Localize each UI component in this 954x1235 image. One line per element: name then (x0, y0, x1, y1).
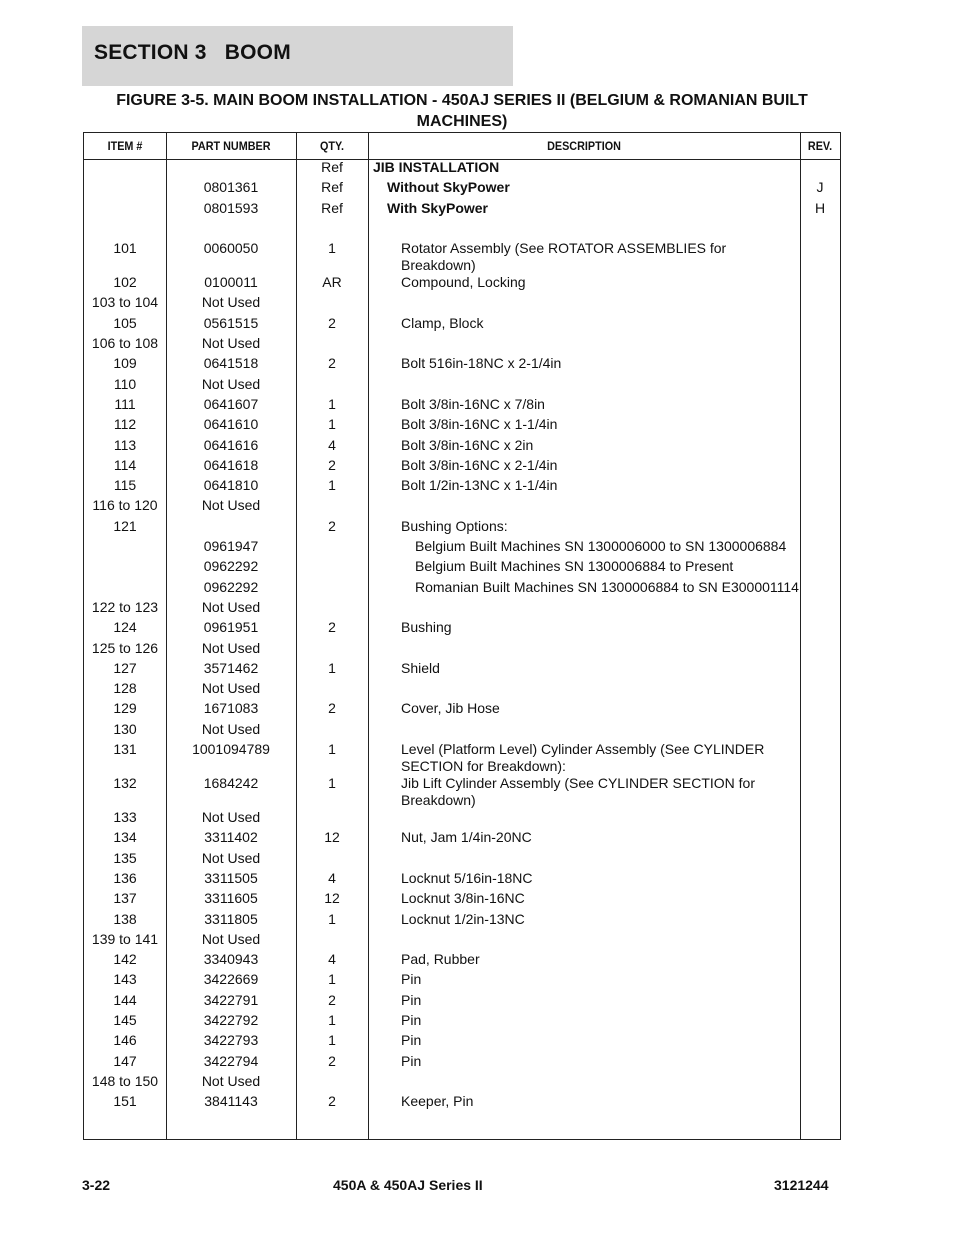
item-number-cell (84, 179, 166, 199)
item-number-cell: 128 (113, 680, 137, 697)
item-number-cell: 122 to 123 (91, 598, 159, 615)
revision-cell (800, 890, 840, 910)
table-row (84, 599, 840, 619)
revision-cell (800, 416, 840, 436)
item-number-cell: 132 (113, 775, 137, 792)
table-row (84, 870, 840, 890)
description-cell (368, 497, 800, 517)
table-row (84, 240, 840, 274)
table-row (84, 579, 840, 599)
revision-cell (800, 355, 840, 375)
quantity-cell: 2 (328, 619, 336, 636)
revision-cell (800, 220, 840, 240)
quantity-cell: AR (322, 274, 342, 291)
quantity-cell: 2 (328, 991, 336, 1008)
table-row (84, 355, 840, 375)
revision-cell (800, 640, 840, 660)
revision-cell (800, 992, 840, 1012)
description-cell: Keeper, Pin (401, 1093, 474, 1110)
table-row (84, 159, 840, 179)
description-cell: Shield (401, 659, 440, 676)
part-number-cell: 3311402 (204, 829, 258, 846)
quantity-cell: 1 (328, 240, 336, 257)
revision-cell: H (814, 199, 826, 216)
revision-cell (800, 538, 840, 558)
table-row (84, 1073, 840, 1093)
part-number-cell (166, 518, 296, 538)
part-number-cell: Not Used (201, 720, 261, 737)
quantity-cell (296, 680, 368, 700)
quantity-cell (296, 294, 368, 314)
description-cell: JIB INSTALLATION (373, 159, 500, 175)
revision-cell (800, 971, 840, 991)
revision-cell (800, 850, 840, 870)
quantity-cell (296, 931, 368, 951)
revision-cell (800, 700, 840, 720)
item-number-cell: 144 (113, 991, 137, 1008)
figure-title: FIGURE 3-5. MAIN BOOM INSTALLATION - 450AJ SERIES II (BELGIUM & ROMANIAN BUILT MACHINES) (116, 92, 808, 130)
quantity-cell: 4 (328, 436, 336, 453)
item-number-cell: 113 (113, 436, 137, 453)
part-number-cell: 3422791 (203, 991, 259, 1008)
description-cell (368, 931, 800, 951)
quantity-cell: 1 (328, 395, 336, 412)
footer-page-number: 3-22 (82, 1177, 111, 1193)
description-cell (368, 294, 800, 314)
revision-cell (800, 518, 840, 538)
table-row (84, 809, 840, 829)
revision-cell (800, 951, 840, 971)
item-number-cell: 112 (113, 416, 137, 433)
item-number-cell: 101 (113, 240, 137, 257)
item-number-cell (84, 538, 166, 558)
revision-cell (800, 497, 840, 517)
table-row (84, 396, 840, 416)
part-number-cell: 0561515 (203, 314, 259, 331)
part-number-cell: Not Used (201, 1072, 261, 1089)
table-row (84, 1093, 840, 1113)
table-row (84, 1032, 840, 1052)
table-row (84, 850, 840, 870)
column-header-description: DESCRIPTION (547, 139, 621, 153)
item-number-cell (84, 159, 166, 179)
description-cell: Pin (401, 971, 422, 988)
part-number-cell: 0801593 (203, 199, 259, 216)
part-number-cell: Not Used (201, 809, 261, 826)
table-row (84, 911, 840, 931)
part-number-cell: 3311805 (204, 910, 258, 927)
description-cell: Romanian Built Machines SN 1300006884 to SN E300001114 (415, 578, 799, 595)
revision-cell (800, 1053, 840, 1073)
part-number-cell: 0641610 (203, 416, 259, 433)
quantity-cell: 2 (328, 517, 336, 534)
item-number-cell: 131 (113, 741, 137, 758)
part-number-cell: 0641618 (203, 456, 259, 473)
part-number-cell: 0100011 (204, 274, 258, 291)
quantity-cell (296, 1073, 368, 1093)
table-row (84, 931, 840, 951)
item-number-cell: 115 (113, 477, 137, 494)
quantity-cell (296, 335, 368, 355)
section-title: SECTION 3 BOOM (94, 41, 291, 64)
description-cell: Bolt 1/2in-13NC x 1-1/4in (401, 477, 558, 494)
revision-cell (800, 809, 840, 829)
revision-cell (800, 579, 840, 599)
part-number-cell: 3311605 (204, 890, 258, 907)
item-number-cell: 111 (114, 395, 136, 412)
revision-cell: J (816, 179, 824, 196)
revision-cell (800, 335, 840, 355)
item-number-cell: 139 to 141 (91, 930, 159, 947)
section-header-band (82, 26, 513, 86)
part-number-cell: 0801361 (203, 179, 259, 196)
revision-cell (800, 396, 840, 416)
description-cell (368, 809, 800, 829)
quantity-cell: 12 (324, 890, 340, 907)
footer-model: 450A & 450AJ Series II (333, 1177, 483, 1193)
part-number-cell: 0060050 (203, 240, 259, 257)
quantity-cell: 1 (328, 416, 336, 433)
table-row (84, 992, 840, 1012)
revision-cell (800, 240, 840, 274)
table-row (84, 518, 840, 538)
description-cell: Nut, Jam 1/4in-20NC (401, 829, 532, 846)
quantity-cell: 1 (328, 910, 336, 927)
revision-cell (800, 829, 840, 849)
table-row (84, 1012, 840, 1032)
item-number-cell: 103 to 104 (91, 294, 159, 311)
description-cell: With SkyPower (387, 199, 489, 216)
description-cell (368, 640, 800, 660)
description-cell (368, 680, 800, 700)
revision-cell (800, 721, 840, 741)
quantity-cell (296, 497, 368, 517)
description-cell (368, 335, 800, 355)
description-cell: Without SkyPower (387, 179, 510, 196)
quantity-cell: 2 (328, 1052, 336, 1069)
quantity-cell: Ref (321, 179, 343, 196)
revision-cell (800, 457, 840, 477)
revision-cell (800, 1012, 840, 1032)
item-number-cell: 114 (113, 456, 137, 473)
quantity-cell: 1 (328, 659, 336, 676)
part-number-cell: 3571462 (203, 659, 259, 676)
part-number-cell: 3422792 (203, 1011, 259, 1028)
revision-cell (800, 376, 840, 396)
table-row (84, 200, 840, 220)
revision-cell (800, 911, 840, 931)
part-number-cell: 3422793 (203, 1032, 259, 1049)
parts-table (83, 132, 841, 1140)
description-cell: Bolt 3/8in-16NC x 2-1/4in (401, 456, 558, 473)
description-cell: Pin (401, 1052, 422, 1069)
part-number-cell: 3422794 (203, 1052, 259, 1069)
item-number-cell: 116 to 120 (92, 497, 158, 514)
quantity-cell: 1 (328, 775, 336, 792)
revision-cell (800, 1032, 840, 1052)
description-cell (368, 721, 800, 741)
quantity-cell (296, 721, 368, 741)
part-number-cell: Not Used (201, 680, 261, 697)
item-number-cell: 134 (113, 829, 137, 846)
revision-cell (800, 558, 840, 578)
footer-doc-number: 3121244 (774, 1177, 829, 1193)
quantity-cell: 1 (328, 477, 336, 494)
table-row (84, 220, 840, 240)
item-number-cell: 106 to 108 (91, 335, 159, 352)
column-header-part-number: PART NUMBER (191, 139, 271, 153)
item-number-cell (84, 558, 166, 578)
quantity-cell (296, 809, 368, 829)
part-number-cell: Not Used (201, 375, 261, 392)
item-number-cell: 130 (113, 720, 137, 737)
part-number-cell (166, 220, 296, 240)
description-cell: Bolt 3/8in-16NC x 2in (401, 436, 534, 453)
table-row (84, 315, 840, 335)
quantity-cell: 2 (328, 456, 336, 473)
revision-cell (800, 931, 840, 951)
quantity-cell (296, 538, 368, 558)
quantity-cell: 1 (328, 741, 336, 758)
quantity-cell: Ref (321, 159, 343, 175)
revision-cell (800, 159, 840, 179)
table-row (84, 558, 840, 578)
description-cell: Cover, Jib Hose (401, 700, 500, 717)
revision-cell (800, 315, 840, 335)
table-row (84, 294, 840, 314)
table-row (84, 179, 840, 199)
column-header-rev: REV. (807, 139, 833, 153)
item-number-cell: 138 (113, 910, 137, 927)
item-number-cell (84, 200, 166, 220)
quantity-cell (296, 850, 368, 870)
part-number-cell: 3841143 (204, 1093, 258, 1110)
part-number-cell: 0961947 (203, 538, 259, 555)
item-number-cell: 124 (113, 619, 137, 636)
item-number-cell: 135 (113, 849, 137, 866)
part-number-cell: Not Used (201, 497, 261, 514)
quantity-cell: 2 (328, 314, 336, 331)
item-number-cell: 142 (113, 951, 137, 968)
item-number-cell (84, 220, 166, 240)
description-cell: Rotator Assembly (See ROTATOR ASSEMBLIES for Breakdown) (401, 240, 727, 274)
revision-cell (800, 619, 840, 639)
table-row (84, 335, 840, 355)
description-cell (368, 376, 800, 396)
description-cell: Locknut 5/16in-18NC (401, 869, 533, 886)
item-number-cell: 110 (113, 375, 137, 392)
description-cell: Clamp, Block (401, 314, 484, 331)
part-number-cell: 1001094789 (192, 741, 270, 758)
description-cell (368, 850, 800, 870)
part-number-cell: 3340943 (203, 951, 259, 968)
part-number-cell: 0961951 (203, 619, 259, 636)
part-number-cell: 0641518 (203, 355, 259, 372)
table-row (84, 741, 840, 775)
quantity-cell (296, 579, 368, 599)
quantity-cell: 2 (328, 355, 336, 372)
part-number-cell: Not Used (201, 639, 261, 656)
item-number-cell: 136 (113, 869, 137, 886)
table-row (84, 619, 840, 639)
item-number-cell: 133 (113, 809, 137, 826)
table-row (84, 721, 840, 741)
description-cell: Bushing Options: (401, 517, 508, 534)
table-row (84, 890, 840, 910)
table-row (84, 951, 840, 971)
description-cell: Locknut 3/8in-16NC (401, 890, 525, 907)
revision-cell (800, 1073, 840, 1093)
quantity-cell: 2 (328, 700, 336, 717)
table-row (84, 775, 840, 809)
revision-cell (800, 599, 840, 619)
revision-cell (800, 294, 840, 314)
part-number-cell: Not Used (201, 849, 261, 866)
table-row (84, 829, 840, 849)
quantity-cell: 1 (328, 1032, 336, 1049)
revision-cell (800, 660, 840, 680)
description-cell: Belgium Built Machines SN 1300006000 to SN 1300006884 (415, 538, 787, 555)
part-number-cell: Not Used (201, 335, 261, 352)
part-number-cell: Not Used (201, 294, 261, 311)
item-number-cell: 121 (113, 517, 137, 534)
part-number-cell: 3311505 (204, 869, 258, 886)
part-number-cell (166, 159, 296, 179)
item-number-cell: 102 (113, 274, 137, 291)
quantity-cell (296, 376, 368, 396)
quantity-cell: 1 (328, 1011, 336, 1028)
item-number-cell: 146 (113, 1032, 137, 1049)
part-number-cell: 1684242 (203, 775, 259, 792)
table-row (84, 457, 840, 477)
part-number-cell: 0962292 (203, 578, 259, 595)
table-row (84, 416, 840, 436)
item-number-cell: 105 (113, 314, 137, 331)
part-number-cell: Not Used (201, 598, 261, 615)
part-number-cell: 0641616 (203, 436, 259, 453)
description-cell: Bolt 516in-18NC x 2-1/4in (401, 355, 562, 372)
revision-cell (800, 274, 840, 294)
quantity-cell: 12 (324, 829, 340, 846)
part-number-cell: 3422669 (203, 971, 259, 988)
revision-cell (800, 741, 840, 775)
description-cell: Pin (401, 1011, 422, 1028)
quantity-cell: 2 (328, 1093, 336, 1110)
description-cell: Bolt 3/8in-16NC x 7/8in (401, 395, 545, 412)
table-row (84, 680, 840, 700)
revision-cell (800, 1093, 840, 1113)
description-cell: Bushing (401, 619, 452, 636)
item-number-cell: 143 (113, 971, 137, 988)
description-cell: Pad, Rubber (401, 951, 480, 968)
item-number-cell: 129 (113, 700, 137, 717)
part-number-cell: 0962292 (203, 558, 259, 575)
part-number-cell: Not Used (201, 930, 261, 947)
quantity-cell (296, 220, 368, 240)
item-number-cell: 148 to 150 (91, 1072, 159, 1089)
table-row (84, 640, 840, 660)
revision-cell (800, 870, 840, 890)
table-row (84, 477, 840, 497)
description-cell: Jib Lift Cylinder Assembly (See CYLINDER SECTION for Breakdown) (401, 775, 755, 809)
part-number-cell: 0641607 (203, 395, 259, 412)
table-row (84, 274, 840, 294)
description-cell: Compound, Locking (401, 274, 526, 291)
quantity-cell (296, 640, 368, 660)
table-row (84, 971, 840, 991)
description-cell: Bolt 3/8in-16NC x 1-1/4in (401, 416, 558, 433)
quantity-cell: Ref (321, 199, 343, 216)
table-row (84, 660, 840, 680)
revision-cell (800, 437, 840, 457)
table-row (84, 437, 840, 457)
item-number-cell: 145 (113, 1011, 137, 1028)
item-number-cell: 127 (113, 659, 137, 676)
table-row (84, 497, 840, 517)
item-number-cell: 125 to 126 (91, 639, 159, 656)
description-cell: Level (Platform Level) Cylinder Assembly (See CYLINDER SECTION for Breakdown): (401, 741, 765, 775)
table-row (84, 1053, 840, 1073)
revision-cell (800, 477, 840, 497)
column-header-qty: QTY. (319, 139, 344, 153)
description-cell: Belgium Built Machines SN 1300006884 to Present (415, 558, 734, 575)
item-number-cell: 147 (113, 1052, 137, 1069)
item-number-cell: 137 (113, 890, 137, 907)
item-number-cell: 151 (113, 1093, 137, 1110)
part-number-cell: 0641810 (203, 477, 259, 494)
part-number-cell: 1671083 (203, 700, 259, 717)
quantity-cell: 4 (328, 869, 336, 886)
column-header-item: ITEM # (107, 139, 143, 153)
quantity-cell (296, 558, 368, 578)
description-cell: Pin (401, 991, 422, 1008)
description-cell (368, 220, 800, 240)
revision-cell (800, 775, 840, 809)
quantity-cell: 1 (328, 971, 336, 988)
table-row (84, 376, 840, 396)
quantity-cell (296, 599, 368, 619)
quantity-cell: 4 (328, 951, 336, 968)
description-cell (368, 599, 800, 619)
description-cell: Pin (401, 1032, 422, 1049)
description-cell (368, 1073, 800, 1093)
item-number-cell: 109 (113, 355, 137, 372)
item-number-cell (84, 579, 166, 599)
description-cell: Locknut 1/2in-13NC (401, 910, 525, 927)
table-row (84, 700, 840, 720)
table-row (84, 538, 840, 558)
revision-cell (800, 680, 840, 700)
table-body (84, 159, 840, 1113)
